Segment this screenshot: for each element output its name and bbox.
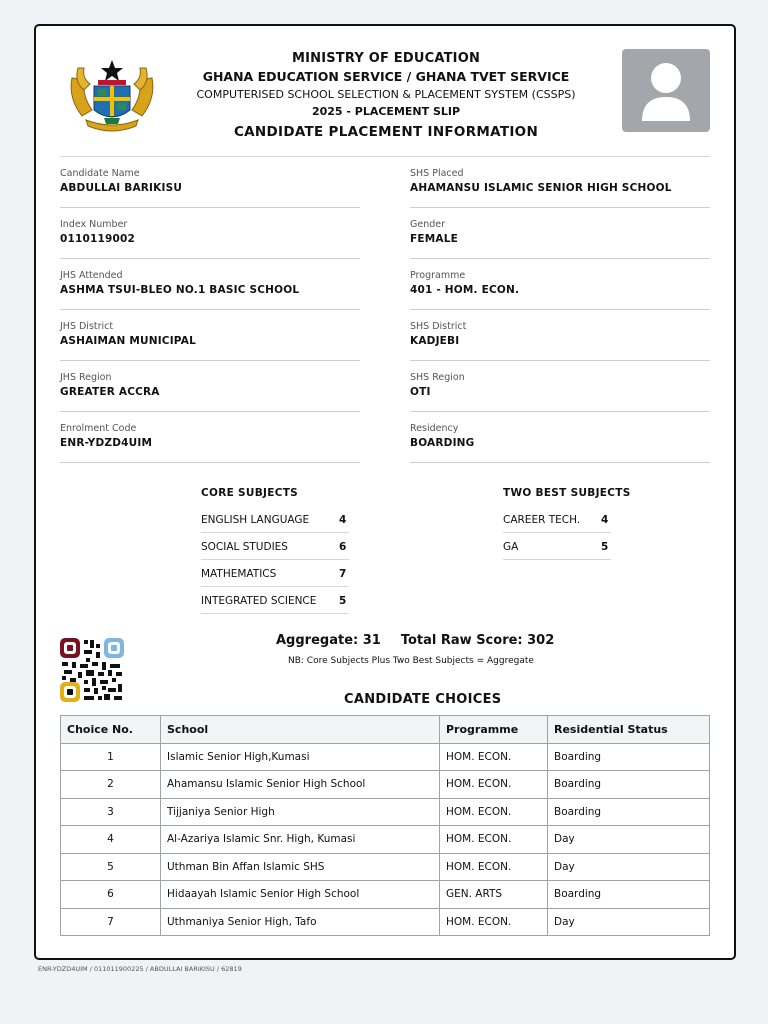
- field-label: JHS Region: [60, 372, 112, 383]
- choice-number: 7: [61, 908, 161, 936]
- choice-residential-status: Day: [548, 853, 710, 881]
- choice-school: Al-Azariya Islamic Snr. High, Kumasi: [161, 826, 440, 854]
- choice-school: Ahamansu Islamic Senior High School: [161, 771, 440, 799]
- table-row: [61, 798, 710, 826]
- slip-year-title: 2025 - PLACEMENT SLIP: [311, 105, 461, 118]
- field-jhs-region: [60, 361, 360, 412]
- field-value: ENR-YDZD4UIM: [60, 437, 153, 449]
- aggregate-note: NB: Core Subjects Plus Two Best Subjects = Aggregate: [288, 656, 534, 666]
- choice-number: 5: [61, 853, 161, 881]
- choice-programme: HOM. ECON.: [440, 771, 548, 799]
- field-value: AHAMANSU ISLAMIC SENIOR HIGH SCHOOL: [410, 182, 672, 194]
- choice-programme: HOM. ECON.: [440, 908, 548, 936]
- field-label: Gender: [410, 219, 446, 230]
- subject-grade: 6: [339, 541, 347, 553]
- field-value: 0110119002: [60, 233, 136, 245]
- field-enrolment-code: [60, 412, 360, 463]
- table-row: [61, 853, 710, 881]
- subject-grade: 4: [601, 514, 609, 526]
- choice-programme: HOM. ECON.: [440, 743, 548, 771]
- field-value: BOARDING: [410, 437, 475, 449]
- best-subjects-title: TWO BEST SUBJECTS: [503, 487, 631, 499]
- field-value: ABDULLAI BARIKISU: [60, 182, 183, 194]
- subject-grade: 5: [601, 541, 609, 553]
- field-value: ASHAIMAN MUNICIPAL: [60, 335, 196, 347]
- field-label: Enrolment Code: [60, 423, 137, 434]
- choice-residential-status: Day: [548, 908, 710, 936]
- field-value: OTI: [410, 386, 431, 398]
- core-subject-row: [201, 587, 349, 614]
- choice-residential-status: Day: [548, 826, 710, 854]
- choice-number: 3: [61, 798, 161, 826]
- table-row: [61, 908, 710, 936]
- choice-number: 6: [61, 881, 161, 909]
- field-label: Index Number: [60, 219, 128, 230]
- field-shs-district: [410, 310, 710, 361]
- core-subjects-title: CORE SUBJECTS: [201, 487, 299, 499]
- core-subject-row: [201, 533, 349, 560]
- choice-number: 2: [61, 771, 161, 799]
- subject-name: ENGLISH LANGUAGE: [201, 514, 310, 526]
- choices-table: [60, 715, 710, 936]
- placement-slip: [34, 24, 736, 960]
- subject-name: GA: [503, 541, 519, 553]
- score-summary: [276, 633, 554, 648]
- subject-name: SOCIAL STUDIES: [201, 541, 288, 553]
- best-subject-row: [503, 506, 611, 533]
- table-row: [61, 881, 710, 909]
- field-jhs-district: [60, 310, 360, 361]
- raw-score-value: Total Raw Score: 302: [400, 633, 555, 648]
- field-label: SHS District: [410, 321, 467, 332]
- choice-residential-status: Boarding: [548, 798, 710, 826]
- choice-school: Uthmaniya Senior High, Tafo: [161, 908, 440, 936]
- page-title: CANDIDATE PLACEMENT INFORMATION: [233, 124, 539, 140]
- choice-programme: HOM. ECON.: [440, 798, 548, 826]
- aggregate-value: Aggregate: 31: [276, 633, 381, 648]
- field-label: JHS Attended: [60, 270, 123, 281]
- field-value: ASHMA TSUI-BLEO NO.1 BASIC SCHOOL: [60, 284, 300, 296]
- field-label: SHS Placed: [410, 168, 464, 179]
- choice-number: 1: [61, 743, 161, 771]
- column-header: School: [161, 716, 440, 744]
- subject-name: MATHEMATICS: [201, 568, 277, 580]
- choice-school: Islamic Senior High,Kumasi: [161, 743, 440, 771]
- choice-programme: GEN. ARTS: [440, 881, 548, 909]
- subject-grade: 5: [339, 595, 347, 607]
- choice-residential-status: Boarding: [548, 881, 710, 909]
- field-label: SHS Region: [410, 372, 465, 383]
- field-value: GREATER ACCRA: [60, 386, 160, 398]
- column-header: Programme: [440, 716, 548, 744]
- subject-name: CAREER TECH.: [503, 514, 581, 526]
- field-value: 401 - HOM. ECON.: [410, 284, 520, 296]
- subject-grade: 7: [339, 568, 347, 580]
- subject-name: INTEGRATED SCIENCE: [201, 595, 317, 607]
- field-index-number: [60, 208, 360, 259]
- field-label: Programme: [410, 270, 466, 281]
- field-jhs-attended: [60, 259, 360, 310]
- service-title: GHANA EDUCATION SERVICE / GHANA TVET SERVICE: [202, 69, 570, 84]
- choice-residential-status: Boarding: [548, 771, 710, 799]
- field-value: KADJEBI: [410, 335, 460, 347]
- user-avatar-icon: [638, 59, 694, 121]
- slip-footer-reference: ENR-YDZD4UIM / 011011900225 / ABDULLAI BARIKISU / 62819: [38, 965, 242, 973]
- candidate-choices-title: CANDIDATE CHOICES: [344, 692, 502, 707]
- coat-of-arms-icon: [64, 58, 160, 138]
- field-candidate-name: [60, 157, 360, 208]
- field-residency: [410, 412, 710, 463]
- column-header: Residential Status: [548, 716, 710, 744]
- column-header: Choice No.: [61, 716, 161, 744]
- field-shs-region: [410, 361, 710, 412]
- choice-school: Hidaayah Islamic Senior High School: [161, 881, 440, 909]
- field-label: Candidate Name: [60, 168, 140, 179]
- choice-programme: HOM. ECON.: [440, 853, 548, 881]
- table-header-row: [61, 716, 710, 744]
- qr-code-icon: [60, 638, 124, 702]
- table-row: [61, 826, 710, 854]
- slip-header: [176, 50, 596, 144]
- field-label: JHS District: [60, 321, 114, 332]
- choice-residential-status: Boarding: [548, 743, 710, 771]
- system-title: COMPUTERISED SCHOOL SELECTION & PLACEMENT SYSTEM (CSSPS): [196, 88, 576, 101]
- core-subject-row: [201, 560, 349, 587]
- field-shs-placed: [410, 157, 710, 208]
- best-subject-row: [503, 533, 611, 560]
- field-programme: [410, 259, 710, 310]
- table-row: [61, 743, 710, 771]
- choice-number: 4: [61, 826, 161, 854]
- choice-school: Uthman Bin Affan Islamic SHS: [161, 853, 440, 881]
- field-label: Residency: [410, 423, 459, 434]
- choice-programme: HOM. ECON.: [440, 826, 548, 854]
- ministry-title: MINISTRY OF EDUCATION: [291, 51, 481, 66]
- field-value: FEMALE: [410, 233, 458, 245]
- candidate-photo: [622, 49, 710, 132]
- table-row: [61, 771, 710, 799]
- core-subject-row: [201, 506, 349, 533]
- subject-grade: 4: [339, 514, 347, 526]
- choice-school: Tijjaniya Senior High: [161, 798, 440, 826]
- field-gender: [410, 208, 710, 259]
